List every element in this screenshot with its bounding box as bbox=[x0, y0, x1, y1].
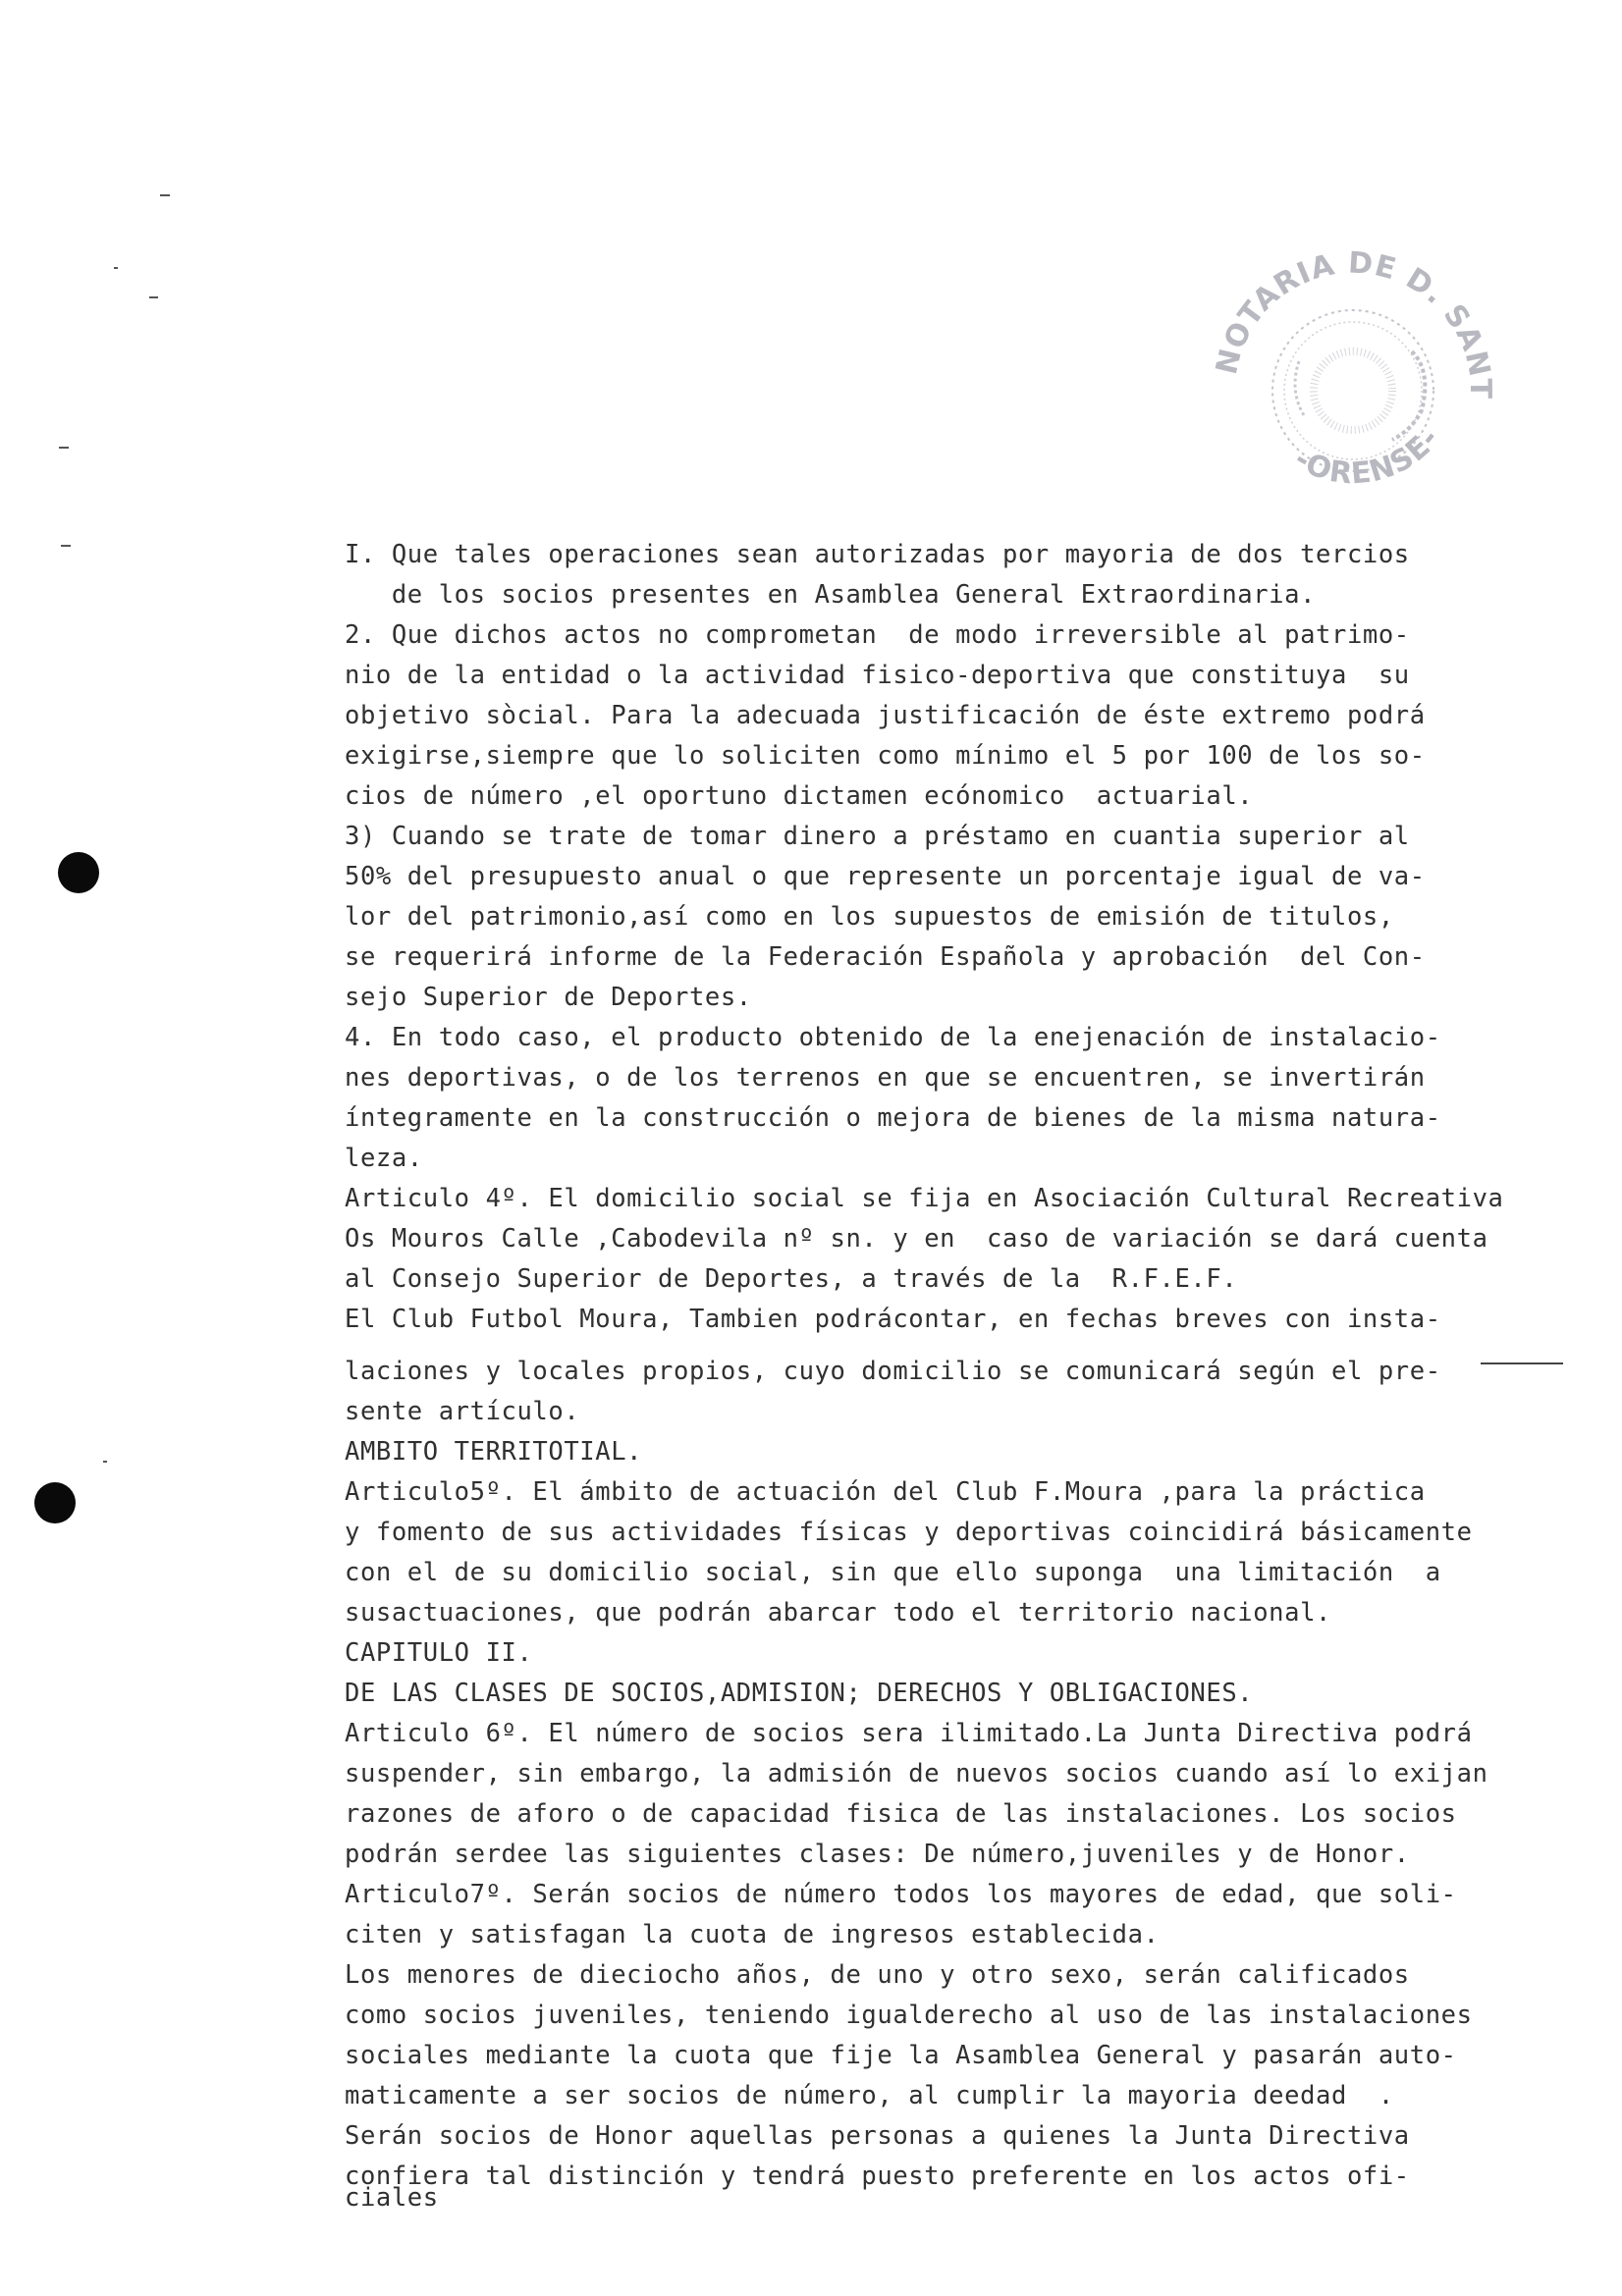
text-line: nes deportivas, o de los terrenos en que se encuentren, se invertirán bbox=[345, 1063, 1426, 1093]
text-line: susactuaciones, que podrán abarcar todo el territorio nacional. bbox=[345, 1598, 1331, 1628]
text-line: 50% del presupuesto anual o que represente un porcentaje igual de va- bbox=[345, 862, 1426, 891]
stamp-bottom-text: -ORENSE- bbox=[1288, 421, 1447, 492]
text-line: ciales bbox=[345, 2183, 439, 2213]
text-line: Serán socios de Honor aquellas personas a quienes la Junta Directiva bbox=[345, 2121, 1410, 2151]
text-line: El Club Futbol Moura, Tambien podrácontar, en fechas breves con insta- bbox=[345, 1305, 1441, 1334]
text-line: objetivo sòcial. Para la adecuada justificación de éste extremo podrá bbox=[345, 701, 1426, 730]
margin-mark bbox=[59, 447, 69, 449]
text-line: 4. En todo caso, el producto obtenido de la enejenación de instalacio- bbox=[345, 1023, 1441, 1052]
text-line: íntegramente en la construcción o mejora de bienes de la misma natura- bbox=[345, 1103, 1441, 1133]
text-line: 2. Que dichos actos no comprometan de modo irreversible al patrimo- bbox=[345, 620, 1410, 650]
margin-mark bbox=[114, 267, 118, 269]
text-line: razones de aforo o de capacidad fisica de las instalaciones. Los socios bbox=[345, 1799, 1457, 1829]
text-line: sejo Superior de Deportes. bbox=[345, 983, 752, 1012]
text-line: Articulo5º. El ámbito de actuación del Club F.Moura ,para la práctica bbox=[345, 1477, 1426, 1507]
margin-mark bbox=[160, 194, 170, 196]
text-line: citen y satisfagan la cuota de ingresos establecida. bbox=[345, 1920, 1160, 1949]
margin-mark bbox=[103, 1461, 107, 1463]
notary-stamp-seal bbox=[1206, 243, 1500, 538]
margin-rule bbox=[1481, 1362, 1563, 1364]
text-line: se requerirá informe de la Federación Española y aprobación del Con- bbox=[345, 942, 1426, 972]
text-line: como socios juveniles, teniendo igualderecho al uso de las instalaciones bbox=[345, 2001, 1473, 2030]
text-line: Os Mouros Calle ,Cabodevila nº sn. y en caso de variación se dará cuenta bbox=[345, 1224, 1488, 1254]
text-line: suspender, sin embargo, la admisión de nuevos socios cuando así lo exijan bbox=[345, 1759, 1488, 1789]
text-line: sente artículo. bbox=[345, 1397, 580, 1426]
section-heading: AMBITO TERRITOTIAL. bbox=[345, 1437, 643, 1467]
text-line: de los socios presentes en Asamblea General Extraordinaria. bbox=[345, 580, 1317, 610]
text-line: cios de número ,el oportuno dictamen ecónomico actuarial. bbox=[345, 781, 1254, 811]
text-line: al Consejo Superior de Deportes, a través de la R.F.E.F. bbox=[345, 1264, 1238, 1294]
binder-hole bbox=[58, 852, 99, 893]
text-line: podrán serdee las siguientes clases: De número,juveniles y de Honor. bbox=[345, 1840, 1410, 1869]
text-line: lor del patrimonio,así como en los supuestos de emisión de titulos, bbox=[345, 902, 1394, 932]
margin-mark bbox=[61, 545, 71, 547]
binder-hole bbox=[34, 1482, 76, 1523]
text-line: exigirse,siempre que lo soliciten como mínimo el 5 por 100 de los so- bbox=[345, 741, 1426, 771]
text-line: maticamente a ser socios de número, al cumplir la mayoria deedad . bbox=[345, 2081, 1394, 2110]
text-line: leza. bbox=[345, 1144, 423, 1173]
text-line: I. Que tales operaciones sean autorizadas por mayoria de dos tercios bbox=[345, 540, 1410, 569]
text-line: laciones y locales propios, cuyo domicilio se comunicará según el pre- bbox=[345, 1357, 1441, 1386]
text-line: con el de su domicilio social, sin que ello suponga una limitación a bbox=[345, 1558, 1441, 1587]
text-line: Articulo7º. Serán socios de número todos los mayores de edad, que soli- bbox=[345, 1880, 1457, 1909]
text-line: Los menores de dieciocho años, de uno y otro sexo, serán calificados bbox=[345, 1960, 1410, 1990]
text-line: nio de la entidad o la actividad fisico-deportiva que constituya su bbox=[345, 661, 1410, 690]
text-line: y fomento de sus actividades físicas y deportivas coincidirá básicamente bbox=[345, 1518, 1473, 1547]
chapter-title: DE LAS CLASES DE SOCIOS,ADMISION; DERECHOS Y OBLIGACIONES. bbox=[345, 1679, 1254, 1708]
document-body bbox=[345, 535, 1572, 2218]
chapter-heading: CAPITULO II. bbox=[345, 1638, 533, 1668]
text-line: sociales mediante la cuota que fije la Asamblea General y pasarán auto- bbox=[345, 2041, 1457, 2070]
margin-mark bbox=[149, 296, 158, 298]
notary-stamp bbox=[1206, 243, 1500, 538]
text-line: Articulo 4º. El domicilio social se fija en Asociación Cultural Recreativa bbox=[345, 1184, 1504, 1213]
text-line: Articulo 6º. El número de socios sera ilimitado.La Junta Directiva podrá bbox=[345, 1719, 1473, 1748]
text-line: 3) Cuando se trate de tomar dinero a préstamo en cuantia superior al bbox=[345, 822, 1410, 851]
stamp-outer-text: NOTARIA DE D. SANT bbox=[1209, 245, 1498, 400]
text-line: confiera tal distinción y tendrá puesto preferente en los actos ofi- bbox=[345, 2162, 1410, 2191]
